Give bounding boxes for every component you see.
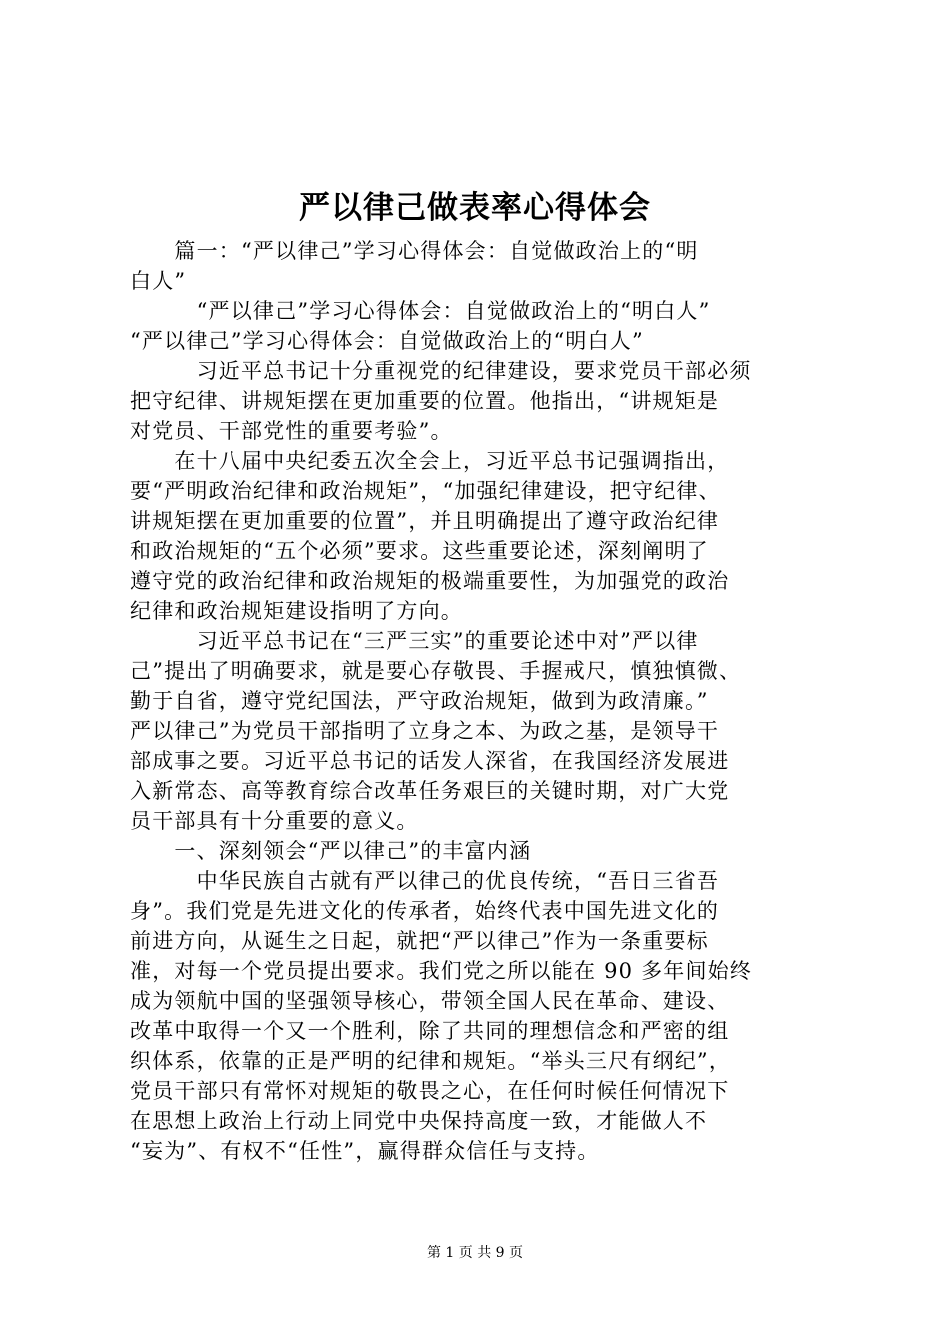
body-line: 前进方向，从诞生之日起，就把“严以律己”作为一条重要标 <box>130 929 709 953</box>
body-line: 员干部具有十分重要的意义。 <box>130 809 419 833</box>
body-line: “妄为”、有权不“任性”，赢得群众信任与支持。 <box>130 1139 600 1163</box>
body-line: 织体系，依靠的正是严明的纪律和规矩。“举头三尺有纲纪”， <box>130 1049 732 1073</box>
body-line: 成为领航中国的坚强领导核心，带领全国人民在革命、建设、 <box>130 989 730 1013</box>
body-line: 身”。我们党是先进文化的传承者，始终代表中国先进文化的 <box>130 899 720 923</box>
body-line: 入新常态、高等教育综合改革任务艰巨的关键时期，对广大党 <box>130 779 730 803</box>
body-line: 把守纪律、讲规矩摆在更加重要的位置。他指出，“讲规矩是 <box>130 389 720 413</box>
body-line: 对党员、干部党性的重要考验”。 <box>130 419 453 443</box>
body-line: 部成事之要。习近平总书记的话发人深省，在我国经济发展进 <box>130 749 730 773</box>
body-line: 习近平总书记十分重视党的纪律建设，要求党员干部必须 <box>130 359 752 383</box>
document-title: 严以律己做表率心得体会 <box>299 190 651 226</box>
body-line: 中华民族自古就有严以律己的优良传统，“吾日三省吾 <box>130 869 720 893</box>
body-line: 习近平总书记在“三严三实”的重要论述中对”严以律 <box>130 629 699 653</box>
body-line: “严以律己”学习心得体会：自觉做政治上的“明白人” <box>130 329 644 353</box>
body-line: 白人” <box>130 269 187 293</box>
body-line: 准，对每一个党员提出要求。我们党之所以能在 90 多年间始终 <box>130 959 753 983</box>
body-line: 篇一：“严以律己”学习心得体会：自觉做政治上的“明 <box>130 239 699 263</box>
document-body <box>130 236 830 1166</box>
body-line: 和政治规矩的“五个必须”要求。这些重要论述，深刻阐明了 <box>130 539 709 563</box>
body-line: 在思想上政治上行动上同党中央保持高度一致，才能做人不 <box>130 1109 708 1133</box>
body-line: 要“严明政治纪律和政治规矩”，“加强纪律建设，把守纪律、 <box>130 479 721 503</box>
body-line: 讲规矩摆在更加重要的位置”，并且明确提出了遵守政治纪律 <box>130 509 720 533</box>
body-line: 改革中取得一个又一个胜利，除了共同的理想信念和严密的组 <box>130 1019 730 1043</box>
page-number-footer: 第 1 页 共 9 页 <box>426 1245 524 1261</box>
body-line: 纪律和政治规矩建设指明了方向。 <box>130 599 463 623</box>
body-line: 遵守党的政治纪律和政治规矩的极端重要性，为加强党的政治 <box>130 569 730 593</box>
body-line: 己”提出了明确要求，就是要心存敬畏、手握戒尺，慎独慎微、 <box>130 659 742 683</box>
body-line: 勤于自省，遵守党纪国法，严守政治规矩，做到为政清廉。” <box>130 689 709 713</box>
section-heading: 一、深刻领会“严以律己”的丰富内涵 <box>130 839 532 863</box>
body-line: “严以律己”学习心得体会：自觉做政治上的“明白人” <box>130 299 711 323</box>
body-line: 党员干部只有常怀对规矩的敬畏之心，在任何时候任何情况下 <box>130 1079 730 1103</box>
body-line: 在十八届中央纪委五次全会上，习近平总书记强调指出， <box>130 449 730 473</box>
body-line: 严以律己”为党员干部指明了立身之本、为政之基，是领导干 <box>130 719 720 743</box>
